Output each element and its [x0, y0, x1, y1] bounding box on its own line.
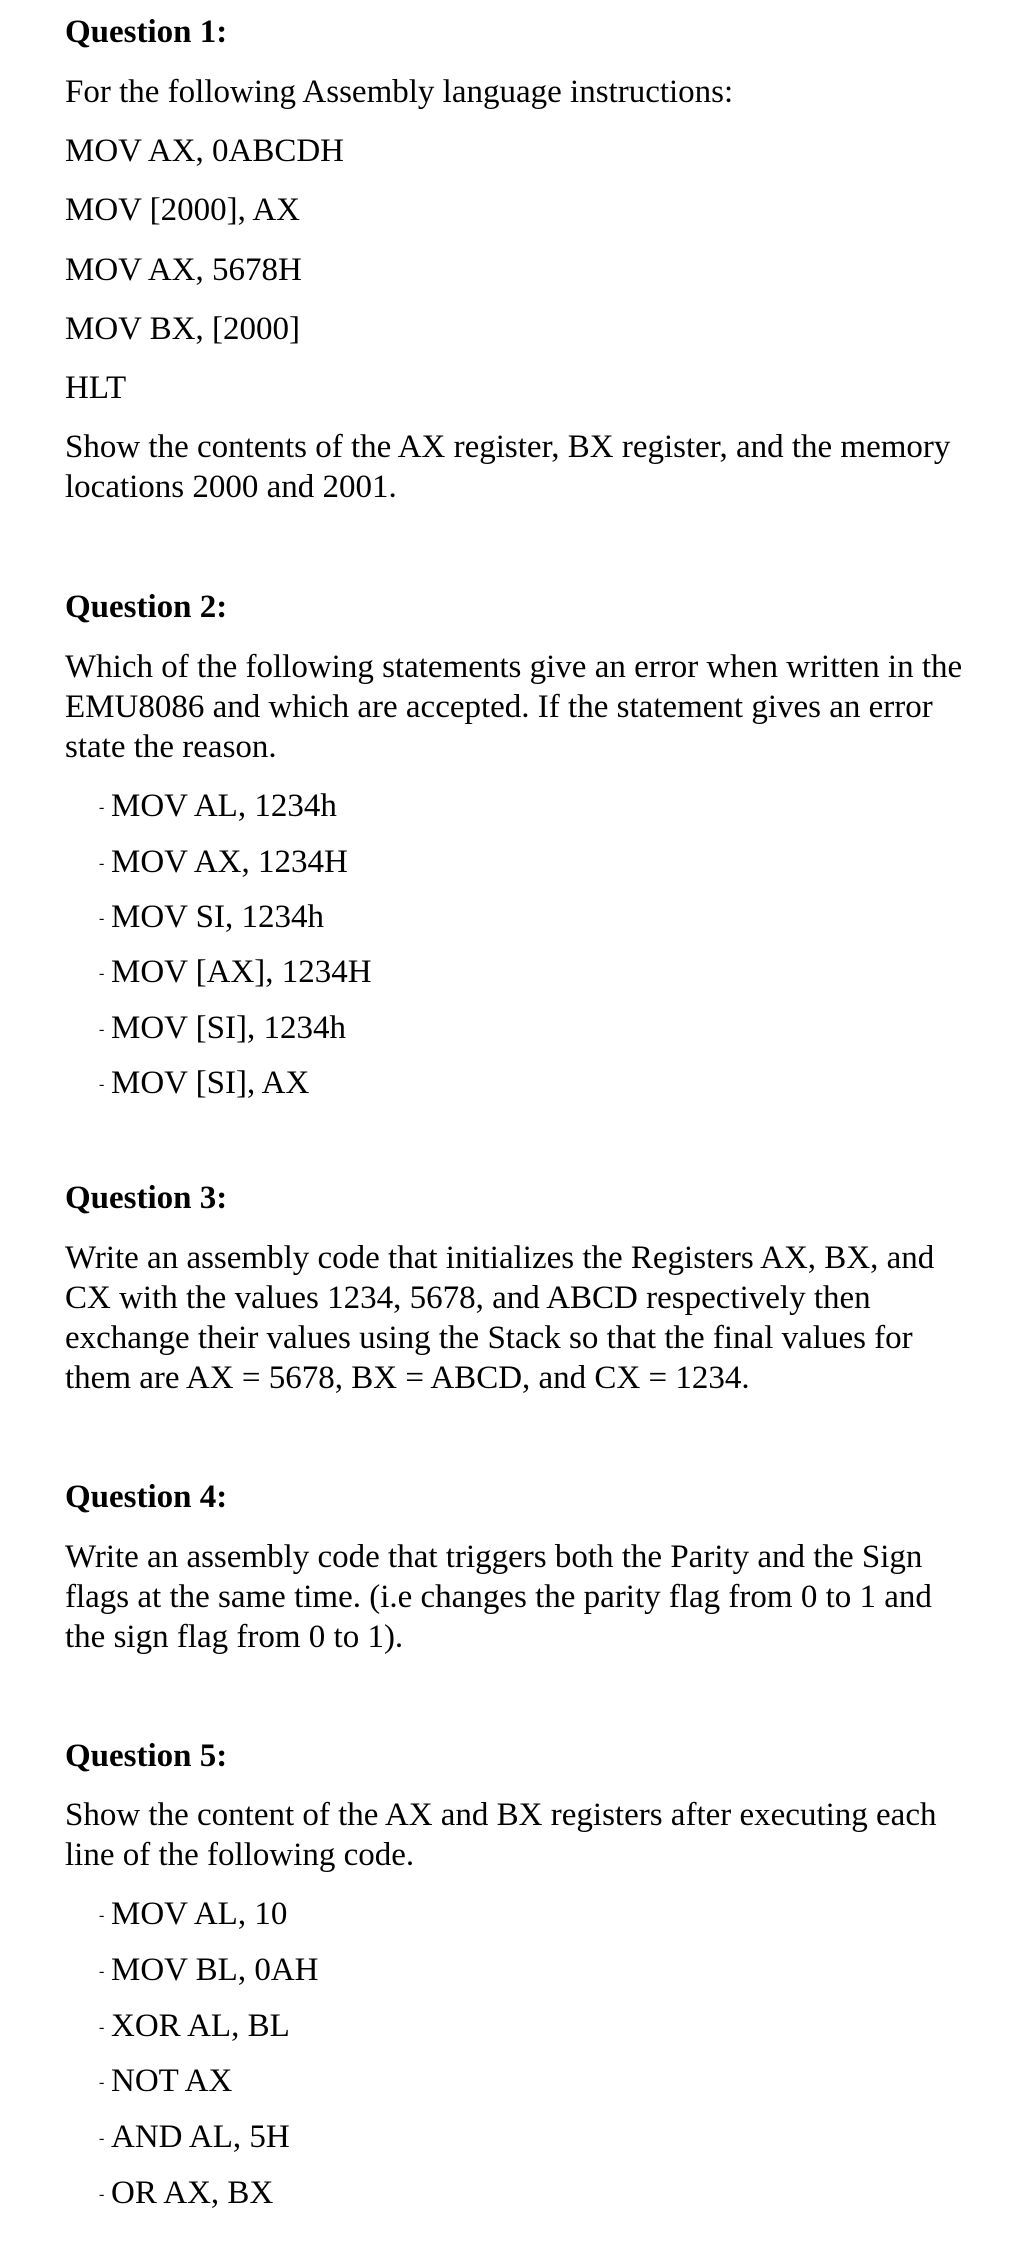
question-4-prompt: Write an assembly code that triggers both the Parity and the Sign flags at the same time. (i.e changes the parity flag from 0 to 1 and the sign flag from 0 to 1). — [65, 1539, 932, 1655]
bullet-dash-icon: - — [99, 1021, 105, 1039]
list-item — [99, 2173, 273, 2215]
bullet-dash-icon: - — [99, 1076, 105, 1094]
question-1-prompt: Show the contents of the AX register, BX register, and the memory locations 2000 and 2001. — [65, 429, 951, 505]
list-item — [99, 842, 348, 884]
question-5-prompt: Show the content of the AX and BX registers after executing each line of the following code. — [65, 1797, 937, 1873]
list-item — [99, 897, 324, 939]
bullet-dash-icon: - — [99, 1963, 105, 1981]
list-item-text: OR AX, BX — [111, 2175, 274, 2211]
list-item-text: MOV [SI], AX — [111, 1065, 310, 1101]
question-1-title: Question 1: — [65, 14, 228, 50]
list-item-text: AND AL, 5H — [111, 2119, 290, 2155]
list-item-text: MOV AX, 1234H — [111, 844, 348, 880]
list-item-text: MOV BL, 0AH — [111, 1952, 319, 1988]
bullet-dash-icon: - — [99, 965, 105, 983]
bullet-dash-icon: - — [99, 2130, 105, 2148]
list-item — [99, 2117, 290, 2159]
code-line: MOV AX, 0ABCDH — [65, 133, 345, 169]
bullet-dash-icon: - — [99, 2186, 105, 2204]
list-item-text: XOR AL, BL — [111, 2008, 290, 2044]
question-2-title: Question 2: — [65, 589, 228, 625]
question-1-intro: For the following Assembly language instructions: — [65, 74, 734, 110]
bullet-dash-icon: - — [99, 1907, 105, 1925]
question-2-prompt: Which of the following statements give an error when written in the EMU8086 and which are accepted. If the statement gives an error state the reason. — [65, 649, 963, 765]
list-item-text: NOT AX — [111, 2063, 233, 2099]
question-3-prompt: Write an assembly code that initializes the Registers AX, BX, and CX with the values 1234, 5678, and ABCD respectively then exchange their values using the Stack so that the final values for them are AX = 5678, BX = ABCD, and CX = 1234. — [65, 1240, 935, 1396]
list-item — [99, 1894, 287, 1936]
code-line: HLT — [65, 370, 127, 406]
bullet-dash-icon: - — [99, 855, 105, 873]
question-3-title: Question 3: — [65, 1180, 228, 1216]
list-item-text: MOV [AX], 1234H — [111, 954, 372, 990]
bullet-dash-icon: - — [99, 910, 105, 928]
list-item — [99, 1950, 319, 1992]
list-item — [99, 952, 372, 994]
code-line: MOV [2000], AX — [65, 192, 300, 228]
bullet-dash-icon: - — [99, 2074, 105, 2092]
code-line: MOV BX, [2000] — [65, 311, 300, 347]
list-item — [99, 2006, 290, 2048]
list-item-text: MOV AL, 10 — [111, 1896, 288, 1932]
bullet-dash-icon: - — [99, 2019, 105, 2037]
list-item — [99, 786, 337, 828]
list-item-text: MOV AL, 1234h — [111, 788, 337, 824]
list-item-text: MOV SI, 1234h — [111, 899, 325, 935]
list-item — [99, 1008, 346, 1050]
list-item — [99, 2061, 232, 2103]
code-line: MOV AX, 5678H — [65, 252, 302, 288]
list-item-text: MOV [SI], 1234h — [111, 1010, 346, 1046]
question-5-title: Question 5: — [65, 1738, 228, 1774]
list-item — [99, 1063, 309, 1105]
bullet-dash-icon: - — [99, 799, 105, 817]
question-4-title: Question 4: — [65, 1479, 228, 1515]
